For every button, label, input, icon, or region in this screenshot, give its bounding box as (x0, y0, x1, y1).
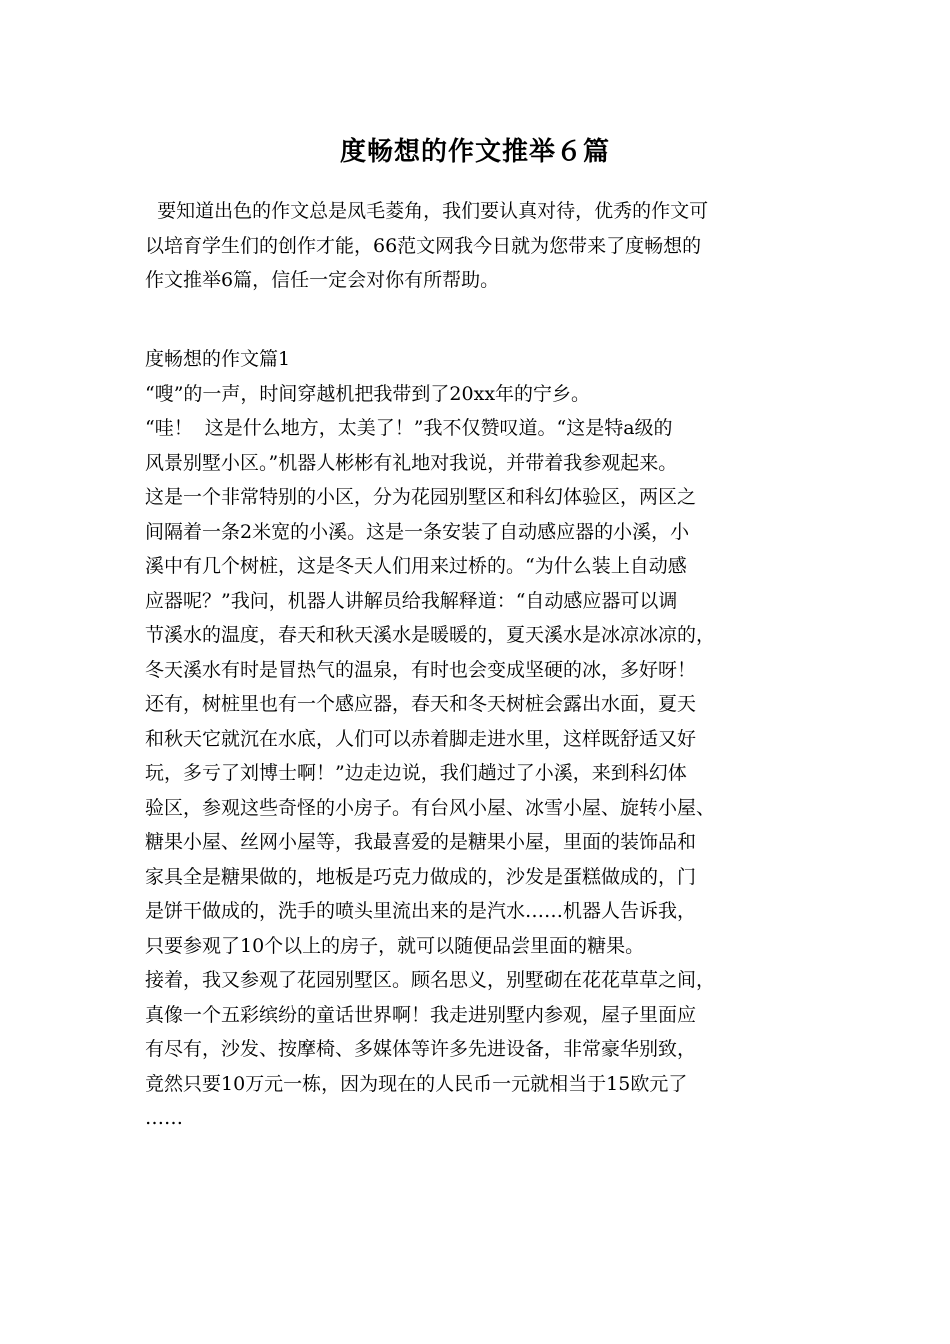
article-line: 风景别墅小区。”机器人彬彬有礼地对我说，并带着我参观起来。 (145, 451, 678, 474)
article-line: 玩，多亏了刘博士啊！”边走边说，我们趟过了小溪，来到科幻体 (145, 762, 687, 784)
article-heading: 度畅想的作文篇1 (145, 348, 291, 370)
intro-line: 以培育学生们的创作才能，66范文网我今日就为您带来了度畅想的 (145, 234, 702, 257)
article-line: 还有，树桩里也有一个感应器，春天和冬天树桩会露出水面，夏天 (145, 693, 697, 715)
article-line: 是饼干做成的，洗手的喷头里流出来的是汽水……机器人告诉我， (145, 900, 697, 922)
intro-line: 作文推举6篇，信任一定会对你有所帮助。 (145, 269, 500, 291)
article-line: …… (145, 1107, 183, 1129)
article-section (145, 342, 815, 1136)
article-line: 家具全是糖果做的，地板是巧克力做成的，沙发是蛋糕做成的，门 (145, 865, 697, 888)
article-line: 节溪水的温度，春天和秋天溪水是暖暖的，夏天溪水是冰凉冰凉的， (145, 624, 716, 646)
article-line: 只要参观了10个以上的房子，就可以随便品尝里面的糖果。 (145, 934, 645, 957)
intro-line: 要知道出色的作文总是凤毛菱角，我们要认真对待，优秀的作文可 (145, 200, 709, 222)
article-line: 间隔着一条2米宽的小溪。这是一条安装了自动感应器的小溪，小 (145, 520, 690, 543)
article-line: 验区，参观这些奇怪的小房子。有台风小屋、冰雪小屋、旋转小屋、 (145, 796, 716, 819)
article-line: 这是一个非常特别的小区，分为花园别墅区和科幻体验区，两区之 (145, 486, 697, 508)
article-line: 冬天溪水有时是冒热气的温泉，有时也会变成坚硬的冰，多好呀！ (145, 658, 697, 681)
article-line: 接着，我又参观了花园别墅区。顾名思义，别墅砌在花花草草之间， (145, 969, 716, 991)
article-line: “嗖”的一声，时间穿越机把我带到了20xx年的宁乡。 (145, 382, 591, 405)
article-line: 竟然只要10万元一栋，因为现在的人民币一元就相当于15欧元了 (145, 1072, 688, 1095)
article-line: 应器呢？”我问，机器人讲解员给我解释道：“自动感应器可以调 (145, 589, 678, 612)
document-title: 度畅想的作文推举６篇 (339, 137, 610, 167)
article-line: 有尽有，沙发、按摩椅、多媒体等许多先进设备，非常豪华别致， (145, 1038, 697, 1060)
article-line: 真像一个五彩缤纷的童话世界啊！我走进别墅内参观，屋子里面应 (145, 1003, 697, 1026)
intro-paragraph (145, 194, 815, 298)
article-line: “哇！ 这是什么地方，太美了！”我不仅赞叹道。“这是特a级的 (145, 417, 673, 439)
article-line: 糖果小屋、丝网小屋等，我最喜爱的是糖果小屋，里面的装饰品和 (145, 831, 697, 853)
article-line: 溪中有几个树桩，这是冬天人们用来过桥的。“为什么装上自动感 (145, 555, 687, 577)
article-line: 和秋天它就沉在水底，人们可以赤着脚走进水里，这样既舒适又好 (145, 727, 697, 750)
